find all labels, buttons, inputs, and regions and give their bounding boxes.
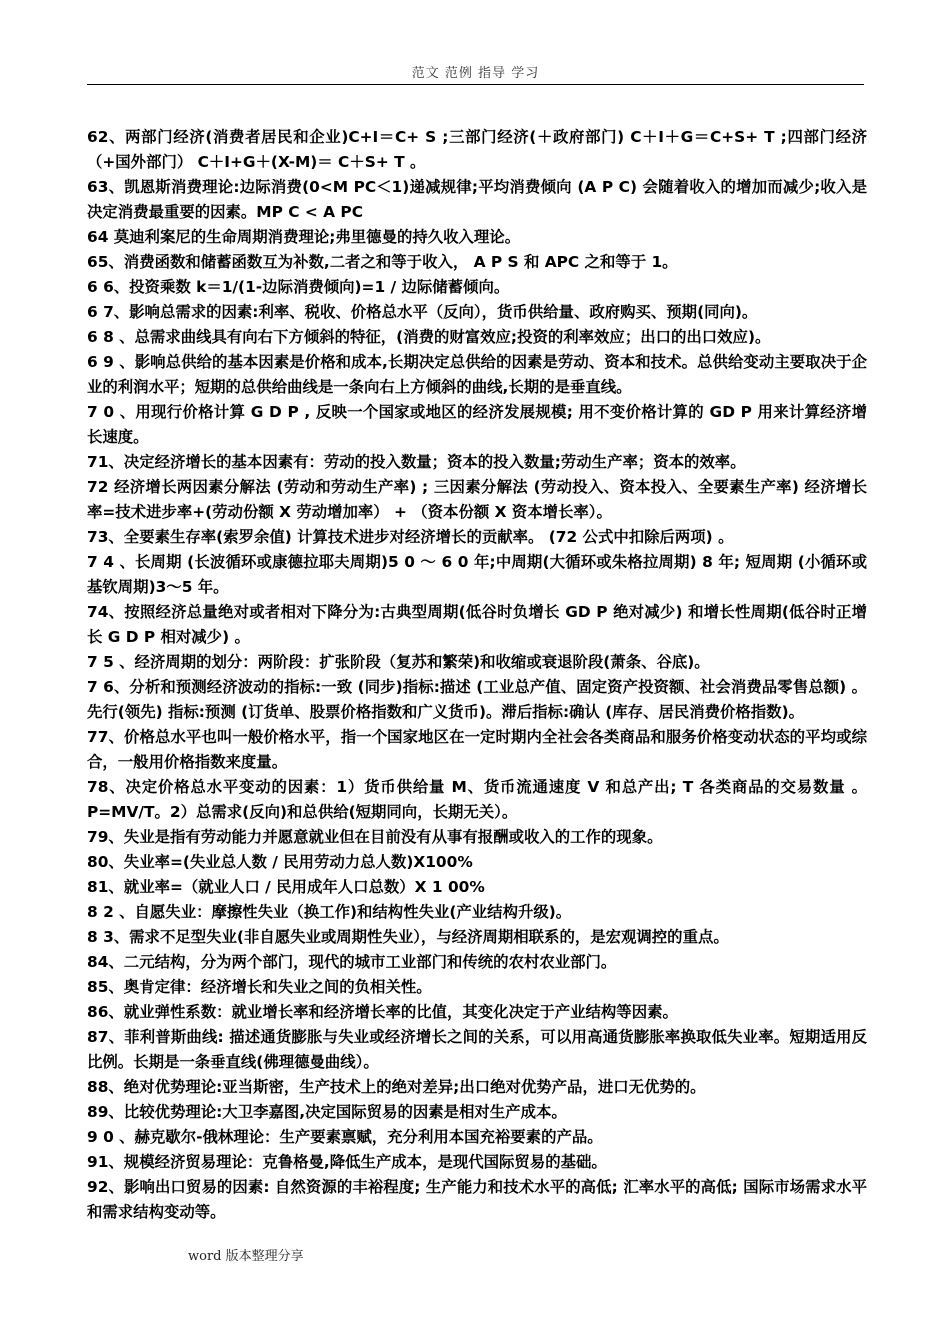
paragraph-87: 87、菲利普斯曲线: 描述通货膨胀与失业或经济增长之间的关系，可以用高通货膨胀率换取低失业率。短期适用反比例。长期是一条垂直线(佛理德曼曲线）。	[87, 1028, 867, 1071]
paragraph-72: 72 经济增长两因素分解法 (劳动和劳动生产率) ; 三因素分解法 (劳动投入、资本投入、全要素生产率) 经济增长率=技术进步率+(劳动份额 X 劳动增加率） + （资本份额 X 资本增长率）。	[87, 478, 867, 521]
paragraph-69: 6 9 、影响总供给的基本因素是价格和成本,长期决定总供给的因素是劳动、资本和技术。总供给变动主要取决于企业的利润水平；短期的总供给曲线是一条向右上方倾斜的曲线,长期的是垂直线。	[87, 353, 867, 396]
paragraph-79: 79、失业是指有劳动能力并愿意就业但在目前没有从事有报酬或收入的工作的现象。	[87, 828, 663, 846]
paragraph-77: 77、价格总水平也叫一般价格水平，指一个国家地区在一定时期内全社会各类商品和服务价格变动状态的平均或综合，一般用价格指数来度量。	[87, 728, 867, 771]
page-header: 范文 范例 指导 学习	[411, 66, 540, 81]
paragraph-81: 81、就业率=（就业人口 / 民用成年人口总数）X 1 00%	[87, 878, 485, 896]
paragraph-63: 63、凯恩斯消费理论:边际消费(0<M PC＜1)递减规律;平均消费倾向 (A P C) 会随着收入的增加而减少;收入是决定消费最重要的因素。MP C < A PC	[87, 178, 867, 221]
paragraph-74a: 7 4 、长周期 (长波循环或康德拉耶夫周期)5 0 ～ 6 0 年;中周期(大循环或朱格拉周期) 8 年; 短周期 (小循环或基钦周期)3～5 年。	[87, 553, 867, 596]
paragraph-62: 62、两部门经济(消费者居民和企业)C+I＝C+ S ;三部门经济(＋政府部门) C＋I＋G＝C+S+ T ;四部门经济（+国外部门） C＋I+G＋(X-M)＝ C＋S+ T 。	[87, 128, 867, 171]
paragraph-78: 78、决定价格总水平变动的因素：1）货币供给量 M、货币流通速度 V 和总产出; T 各类商品的交易数量 。P=MV/T。2）总需求(反向)和总供给(短期同向，长期无关）。	[87, 778, 867, 821]
paragraph-91: 91、规模经济贸易理论：克鲁格曼,降低生产成本，是现代国际贸易的基础。	[87, 1153, 607, 1171]
paragraph-67: 6 7、影响总需求的因素:利率、税收、价格总水平（反向），货币供给量、政府购买、预期(同向)。	[87, 303, 758, 321]
paragraph-85: 85、奥肯定律：经济增长和失业之间的负相关性。	[87, 978, 432, 996]
paragraph-76: 7 6、分析和预测经济波动的指标:一致 (同步)指标:描述 (工业总产值、固定资产投资额、社会消费品零售总额) 。先行(领先) 指标:预测 (订货单、股票价格指数和广义货币)。滞后指标:确认 (库存、居民消费价格指数)。	[87, 678, 867, 721]
paragraph-83: 8 3、需求不足型失业(非自愿失业或周期性失业），与经济周期相联系的，是宏观调控的重点。	[87, 928, 729, 946]
paragraph-66: 6 6、投资乘数 k＝1/(1-边际消费倾向)=1 / 边际储蓄倾向。	[87, 278, 510, 296]
paragraph-64: 64 莫迪利案尼的生命周期消费理论;弗里德曼的持久收入理论。	[87, 228, 521, 246]
paragraph-89: 89、比较优势理论:大卫李嘉图,决定国际贸易的因素是相对生产成本。	[87, 1103, 567, 1121]
paragraph-73: 73、全要素生存率(索罗余值) 计算技术进步对经济增长的贡献率。 (72 公式中扣除后两项) 。	[87, 528, 734, 546]
paragraph-88: 88、绝对优势理论:亚当斯密，生产技术上的绝对差异;出口绝对优势产品，进口无优势的。	[87, 1078, 706, 1096]
paragraph-82: 8 2 、自愿失业：摩擦性失业（换工作)和结构性失业(产业结构升级)。	[87, 903, 572, 921]
paragraph-70: 7 0 、用现行价格计算 G D P , 反映一个国家或地区的经济发展规模; 用不变价格计算的 GD P 用来计算经济增长速度。	[87, 403, 867, 446]
header-divider	[87, 84, 864, 85]
paragraph-71: 71、决定经济增长的基本因素有：劳动的投入数量；资本的投入数量;劳动生产率；资本的效率。	[87, 453, 746, 471]
page-footer: word 版本整理分享	[188, 1249, 304, 1264]
paragraph-68: 6 8 、总需求曲线具有向右下方倾斜的特征，(消费的财富效应;投资的利率效应；出口的出口效应)。	[87, 328, 771, 346]
paragraph-92: 92、影响出口贸易的因素: 自然资源的丰裕程度; 生产能力和技术水平的高低; 汇率水平的高低; 国际市场需求水平和需求结构变动等。	[87, 1178, 867, 1221]
paragraph-86: 86、就业弹性系数：就业增长率和经济增长率的比值，其变化决定于产业结构等因素。	[87, 1003, 678, 1021]
paragraph-80: 80、失业率=(失业总人数 / 民用劳动力总人数)X100%	[87, 853, 473, 871]
paragraph-75: 7 5 、经济周期的划分：两阶段：扩张阶段（复苏和繁荣)和收缩或衰退阶段(萧条、谷底)。	[87, 653, 710, 671]
document-body	[87, 125, 867, 1225]
paragraph-84: 84、二元结构，分为两个部门，现代的城市工业部门和传统的农村农业部门。	[87, 953, 617, 971]
paragraph-65: 65、消费函数和储蓄函数互为补数,二者之和等于收入， A P S 和 APC 之和等于 1。	[87, 253, 678, 271]
paragraph-90: 9 0 、赫克歇尔-俄林理论：生产要素禀赋，充分利用本国充裕要素的产品。	[87, 1128, 603, 1146]
paragraph-74b: 74、按照经济总量绝对或者相对下降分为:古典型周期(低谷时负增长 GD P 绝对减少) 和增长性周期(低谷时正增长 G D P 相对减少) 。	[87, 603, 867, 646]
